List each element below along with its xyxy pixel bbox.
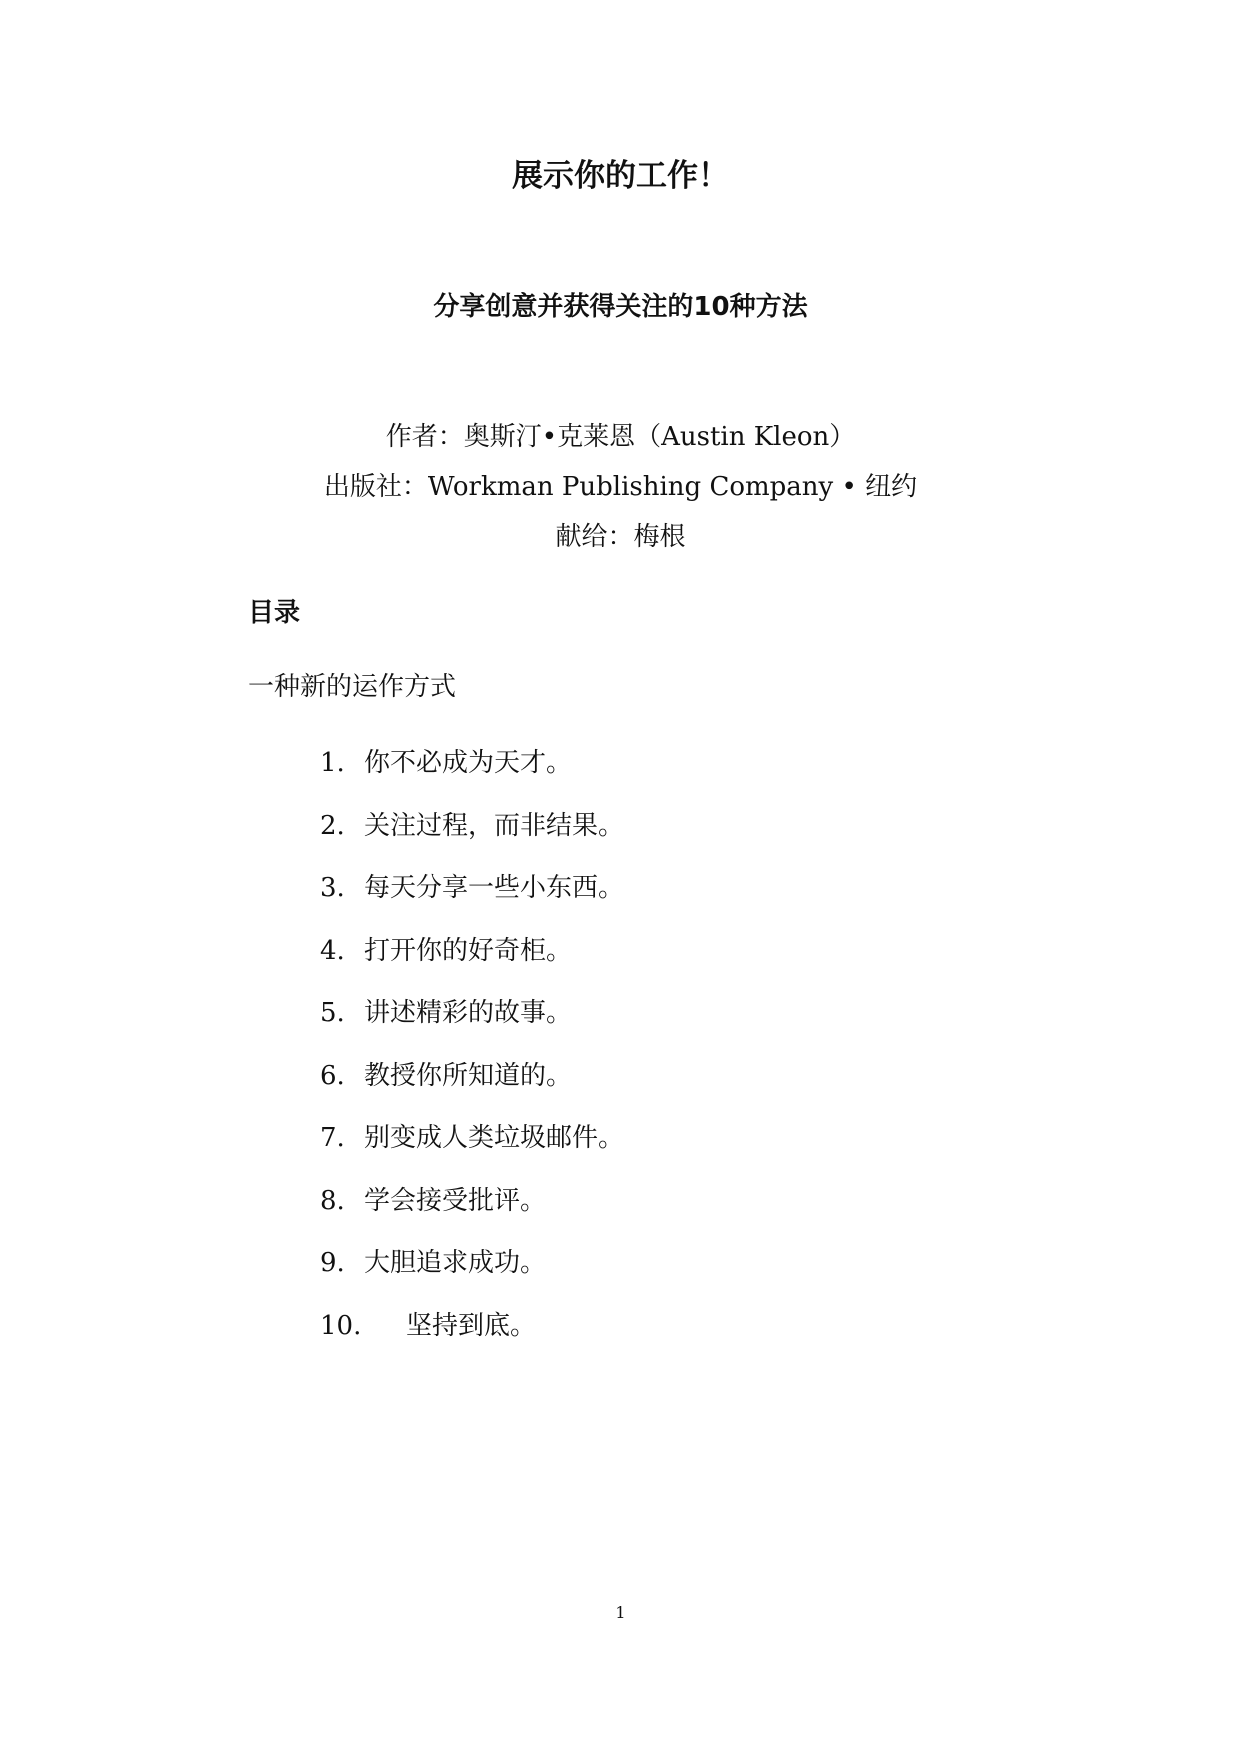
toc-item-number: 3. <box>320 873 345 903</box>
toc-item <box>320 1309 624 1372</box>
toc-item-text: 讲述精彩的故事。 <box>364 998 573 1028</box>
toc-item-number: 9. <box>320 1248 345 1278</box>
toc-item <box>320 1246 624 1309</box>
dedication-line: 献给：梅根 <box>555 522 686 552</box>
toc-item-text: 坚持到底。 <box>406 1310 537 1341</box>
toc-intro-entry: 一种新的运作方式 <box>248 672 457 702</box>
toc-item-text: 学会接受批评。 <box>364 1185 547 1216</box>
toc-item <box>320 1121 624 1184</box>
toc-item-text: 关注过程，而非结果。 <box>364 810 625 841</box>
toc-item-text: 大胆追求成功。 <box>364 1248 547 1278</box>
toc-item <box>320 746 624 809</box>
toc-heading: 目录 <box>248 598 301 628</box>
toc-item-text: 打开你的好奇柜。 <box>364 935 573 966</box>
toc-item-number: 7. <box>320 1123 345 1153</box>
toc-item <box>320 996 624 1059</box>
toc-item-number: 6. <box>320 1060 345 1091</box>
document-title: 展示你的工作！ <box>512 158 729 194</box>
toc-item-number: 10. <box>320 1310 362 1341</box>
toc-item <box>320 871 624 934</box>
toc-list <box>320 746 624 1371</box>
toc-item-text: 你不必成为天才。 <box>364 748 573 778</box>
document-subtitle: 分享创意并获得关注的10种方法 <box>433 292 808 322</box>
toc-item-number: 8. <box>320 1185 345 1216</box>
toc-item-text: 别变成人类垃圾邮件。 <box>364 1123 625 1153</box>
toc-item-number: 5. <box>320 998 345 1028</box>
page-number: 1 <box>615 1603 626 1622</box>
author-line: 作者：奥斯汀•克莱恩（Austin Kleon） <box>385 422 856 452</box>
toc-item-number: 1. <box>320 748 345 778</box>
toc-item-number: 2. <box>320 810 345 841</box>
toc-item-text: 教授你所知道的。 <box>364 1060 573 1091</box>
toc-item-number: 4. <box>320 935 345 966</box>
toc-item <box>320 1059 624 1122</box>
toc-item <box>320 809 624 872</box>
publisher-line: 出版社：Workman Publishing Company • 纽约 <box>323 472 918 502</box>
toc-item <box>320 1184 624 1247</box>
toc-item-text: 每天分享一些小东西。 <box>364 873 625 903</box>
toc-item <box>320 934 624 997</box>
